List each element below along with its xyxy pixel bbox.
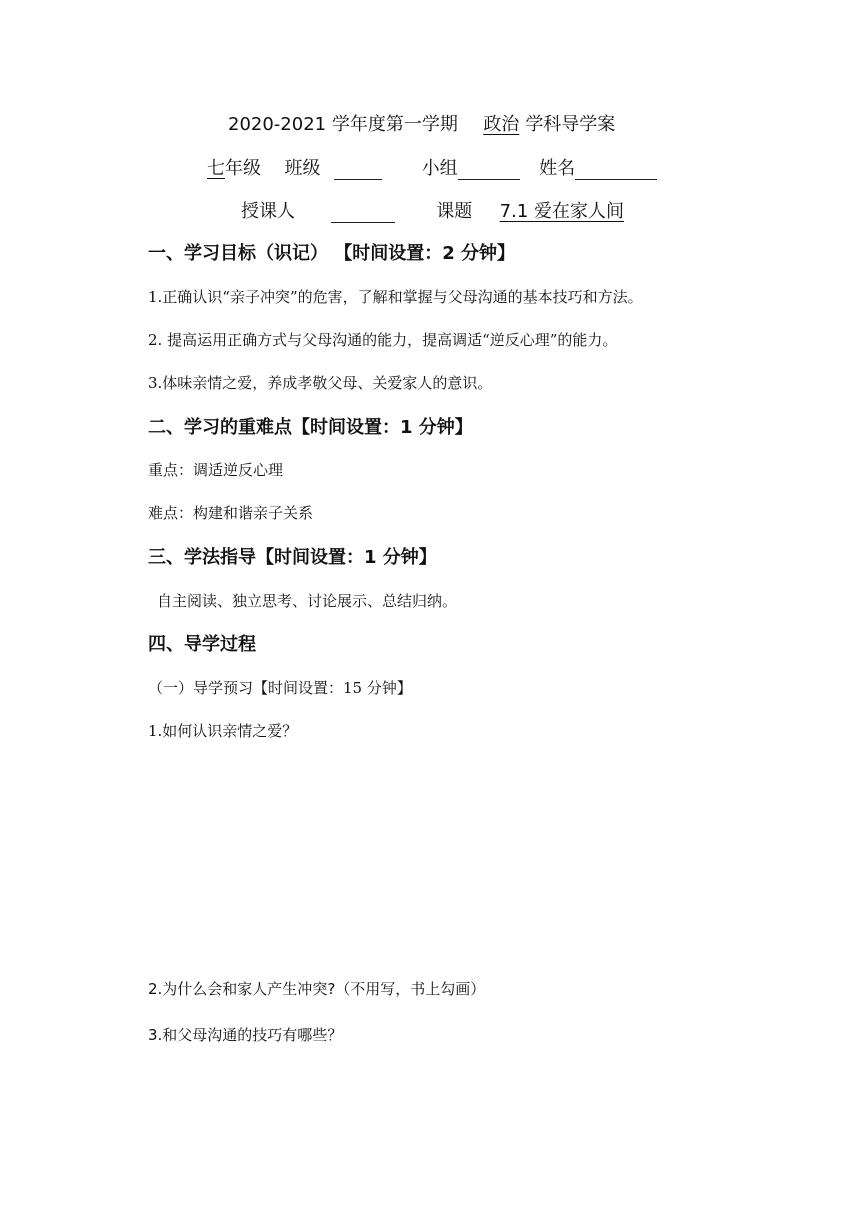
section-heading-method: 三、学法指导【时间设置：1 分钟】 xyxy=(148,547,437,568)
objective-item-1: 1.正确认识“亲子冲突”的危害，了解和掌握与父母沟通的基本技巧和方法。 xyxy=(148,288,643,306)
group-label: 小组 xyxy=(421,158,458,179)
topic-value: 7.1 爱在家人间 xyxy=(499,201,625,222)
method-text: 自主阅读、独立思考、讨论展示、总结归纳。 xyxy=(157,592,458,610)
objective-item-3: 3.体味亲情之爱，养成孝敬父母、关爱家人的意识。 xyxy=(148,374,493,392)
preview-subheading: （一）导学预习【时间设置：15 分钟】 xyxy=(148,679,412,697)
difficult-point: 难点：构建和谐亲子关系 xyxy=(148,504,314,522)
lesson-info-line xyxy=(241,197,624,223)
title-prefix: 2020-2021 学年度第一学期 xyxy=(228,114,458,135)
objective-item-2: 2. 提高运用正确方式与父母沟通的能力，提高调适“逆反心理”的能力。 xyxy=(148,331,618,349)
key-point: 重点：调适逆反心理 xyxy=(148,461,284,479)
question-1: 1.如何认识亲情之爱？ xyxy=(148,722,298,740)
question-3: 3.和父母沟通的技巧有哪些？ xyxy=(148,1026,343,1044)
student-info-line xyxy=(207,154,657,180)
class-blank[interactable] xyxy=(334,161,382,180)
grade-char: 七 xyxy=(207,158,225,179)
group-blank[interactable] xyxy=(458,161,520,180)
section-heading-objectives: 一、学习目标（识记） 【时间设置：2 分钟】 xyxy=(148,243,516,264)
subject-value: 政治 xyxy=(483,114,520,135)
grade-label: 年级 xyxy=(225,158,261,179)
title-suffix: 学科导学案 xyxy=(525,114,616,135)
name-label: 姓名 xyxy=(539,158,576,179)
class-label: 班级 xyxy=(284,158,321,179)
section-heading-key-points: 二、学习的重难点【时间设置：1 分钟】 xyxy=(148,417,473,438)
question-2: 2.为什么会和家人产生冲突?（不用写，书上勾画） xyxy=(148,980,486,998)
section-heading-process: 四、导学过程 xyxy=(148,634,256,655)
teacher-label: 授课人 xyxy=(241,201,295,222)
name-blank[interactable] xyxy=(575,161,657,180)
teacher-blank[interactable] xyxy=(331,204,395,223)
topic-label: 课题 xyxy=(436,201,473,222)
document-title xyxy=(228,110,615,136)
